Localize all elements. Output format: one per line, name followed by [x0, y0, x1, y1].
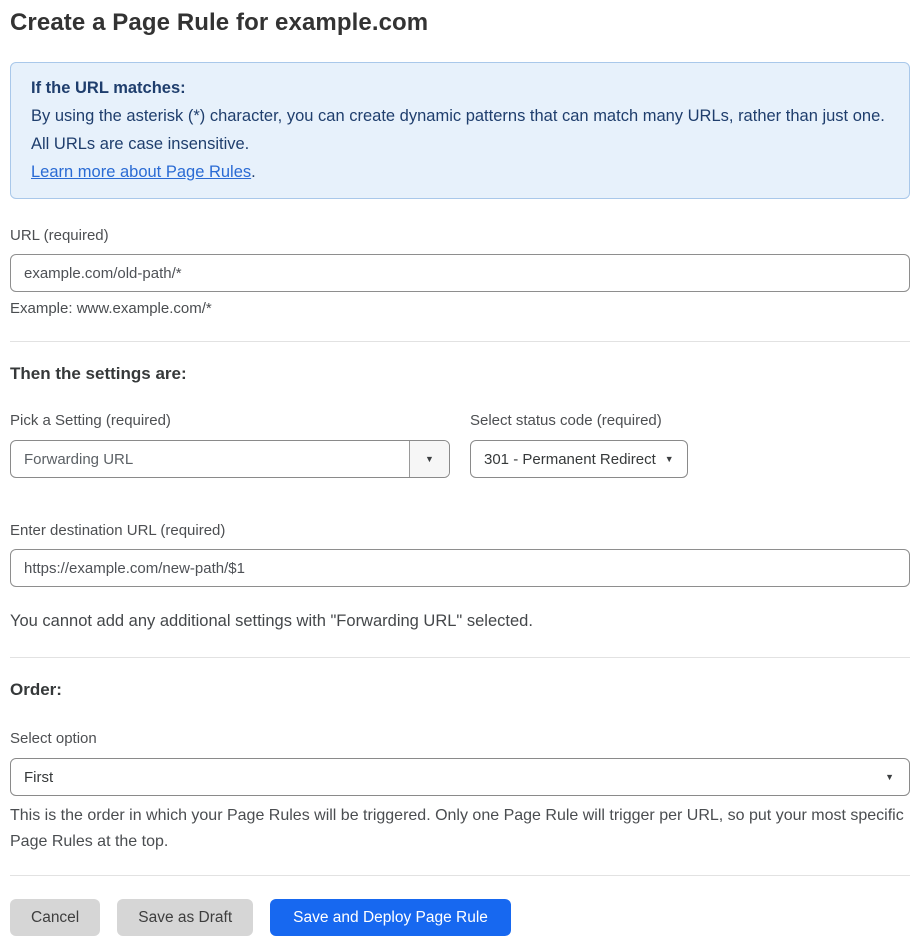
destination-url-label: Enter destination URL (required) [10, 522, 226, 539]
setting-select-column [10, 412, 450, 478]
url-label: URL (required) [10, 227, 109, 244]
status-select-column [470, 412, 710, 478]
settings-selects-row [10, 412, 910, 478]
info-box-link-line [31, 158, 889, 186]
status-select-label: Select status code (required) [470, 412, 662, 429]
section-divider-3 [10, 875, 910, 876]
settings-heading: Then the settings are: [10, 364, 187, 383]
section-divider-2 [10, 657, 910, 658]
form-actions [10, 899, 910, 936]
forwarding-note: You cannot add any additional settings with "Forwarding URL" selected. [10, 612, 533, 630]
info-box-heading: If the URL matches: [31, 79, 186, 97]
destination-url-input[interactable] [10, 549, 910, 587]
setting-select[interactable] [10, 440, 450, 478]
status-select[interactable] [470, 440, 688, 478]
url-input[interactable] [10, 254, 910, 292]
order-select-value: First [24, 768, 54, 786]
setting-select-value: Forwarding URL [24, 450, 134, 468]
learn-more-link[interactable]: Learn more about Page Rules [31, 163, 252, 181]
setting-select-dropdown-button[interactable] [409, 441, 449, 477]
order-select-label: Select option [10, 730, 97, 747]
link-period: . [251, 163, 256, 181]
status-select-value: 301 - Permanent Redirect [484, 450, 656, 468]
url-example-helper: Example: www.example.com/* [10, 300, 212, 317]
order-helper-text: This is the order in which your Page Rules will be triggered. Only one Page Rule will trigger per URL, so put your most specific Page Rules at the top. [10, 807, 904, 850]
chevron-down-icon: ▼ [885, 771, 894, 782]
order-select[interactable] [10, 758, 910, 796]
url-match-info-box [10, 62, 910, 199]
info-box-body: By using the asterisk (*) character, you can create dynamic patterns that can match many URLs, rather than just one. All URLs are case insensitive. [31, 107, 885, 153]
save-as-draft-button[interactable]: Save as Draft [117, 899, 253, 936]
page-title: Create a Page Rule for example.com [10, 9, 429, 36]
save-and-deploy-button[interactable]: Save and Deploy Page Rule [270, 899, 511, 936]
chevron-down-icon: ▼ [664, 453, 674, 464]
setting-select-label: Pick a Setting (required) [10, 412, 171, 429]
cancel-button[interactable]: Cancel [10, 899, 100, 936]
section-divider-1 [10, 341, 910, 342]
chevron-down-icon: ▼ [425, 453, 434, 464]
order-heading: Order: [10, 680, 62, 699]
